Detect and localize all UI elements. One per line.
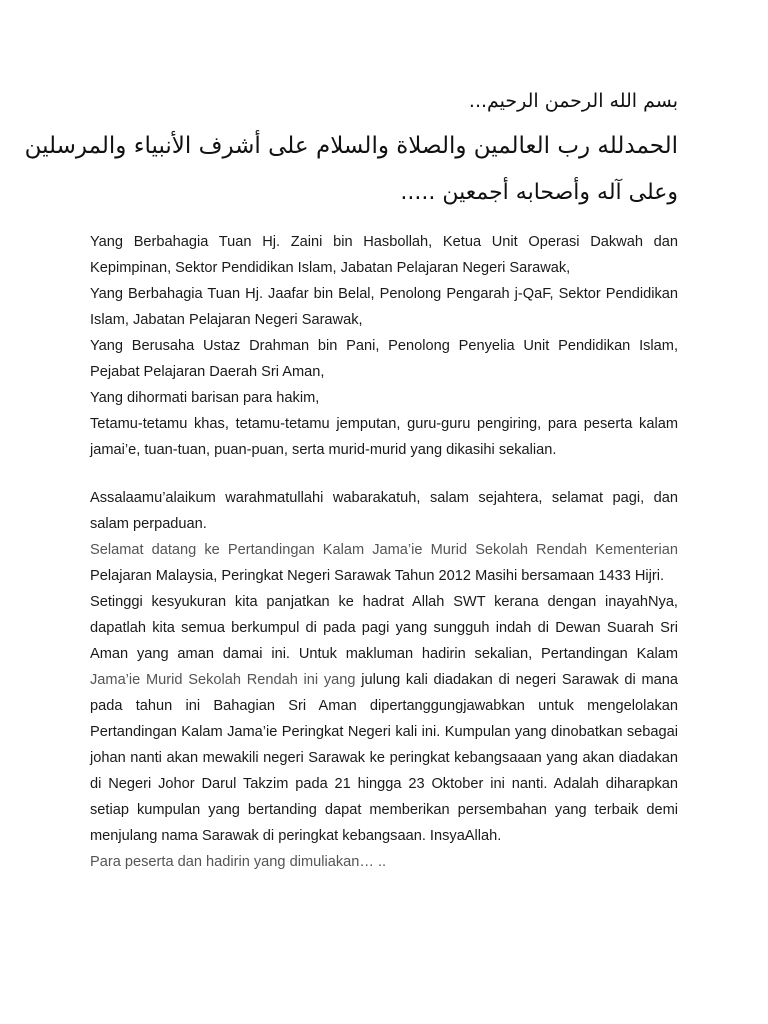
gratitude-text: Setinggi kesyukuran kita panjatkan ke hadrat Allah SWT kerana dengan inayahNya, dapatlah kita semua berkumpul di pada pagi yang sungguh indah di Dewan Suarah Sri Aman yang aman damai ini. Untuk makluman hadirin sekalian, Pertandingan Kalam — [90, 594, 678, 662]
gratitude-paragraph — [90, 589, 678, 849]
gratitude-text-end: julung kali diadakan di negeri Sarawak di mana pada tahun ini Bahagian Sri Aman dipertanggungjawabkan untuk mengelolakan Pertandingan Kalam Jama’ie Peringkat Negeri kali ini. Kumpulan yang dinobatkan sebagai johan nanti akan mewakili negeri Sarawak ke peringkat kebangsaaan yang akan diadakan di Negeri Johor Darul Takzim pada 21 hingga 23 Oktober ini nanti. Adalah diharapkan setiap kumpulan yang bertanding dapat memberikan persembahan yang terbaik demi menjulang nama Sarawak di peringkat kebangsaan. InsyaAllah. — [90, 672, 678, 844]
greeting-line: Yang Berbahagia Tuan Hj. Jaafar bin Belal, Penolong Pengarah j-QaF, Sektor Pendidikan Islam, Jabatan Pelajaran Negeri Sarawak, — [90, 286, 678, 328]
greeting-line: Yang Berbahagia Tuan Hj. Zaini bin Hasbollah, Ketua Unit Operasi Dakwah dan Kepimpinan, Sektor Pendidikan Islam, Jabatan Pelajaran Negeri Sarawak, — [90, 234, 678, 276]
welcome-text: Pelajaran Malaysia, Peringkat Negeri Sarawak Tahun 2012 Masihi bersamaan 1433 Hijri. — [90, 568, 665, 584]
greeting-line: Tetamu-tetamu khas, tetamu-tetamu jemputan, guru-guru pengiring, para peserta kalam jamai’e, tuan-tuan, puan-puan, serta murid-murid yang dikasihi sekalian. — [90, 416, 678, 458]
arabic-salutation: وعلى آله وأصحابه أجمعين ..... — [400, 180, 678, 205]
arabic-basmala: بسم الله الرحمن الرحيم... — [468, 90, 678, 112]
closing-line: Para peserta dan hadirin yang dimuliakan… .. — [90, 854, 387, 870]
speech-section — [90, 485, 678, 875]
welcome-paragraph — [90, 537, 678, 589]
gratitude-text-light: Jama’ie Murid Sekolah Rendah ini yang — [90, 672, 356, 688]
greeting-line: Yang Berusaha Ustaz Drahman bin Pani, Penolong Penyelia Unit Pendidikan Islam, Pejabat Pelajaran Daerah Sri Aman, — [90, 338, 678, 380]
greetings-section — [90, 229, 678, 463]
arabic-praise: الحمدلله رب العالمين والصلاة والسلام على أشرف الأنبياء والمرسلين — [24, 133, 678, 159]
welcome-text-light: Selamat datang ke Pertandingan Kalam Jama’ie Murid Sekolah Rendah Kementerian — [90, 542, 678, 558]
salam-paragraph: Assalaamu’alaikum warahmatullahi wabarakatuh, salam sejahtera, selamat pagi, dan salam perpaduan. — [90, 490, 678, 532]
greeting-line: Yang dihormati barisan para hakim, — [90, 390, 320, 406]
